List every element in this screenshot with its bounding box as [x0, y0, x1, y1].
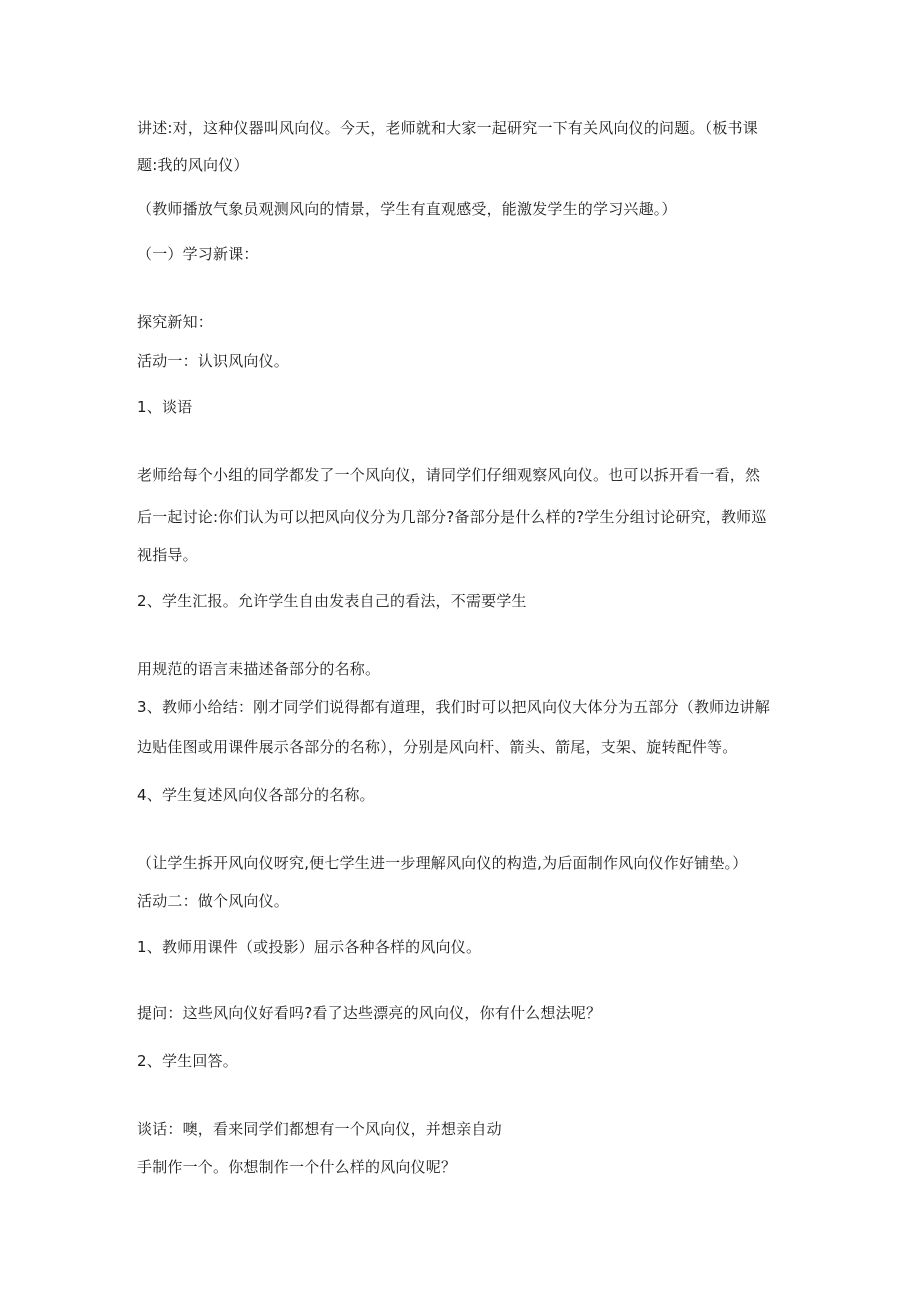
text-line-8: 老师给每个小组的同学都发了一个风向仪，请同学们仔细观察风向仪。也可以拆开看一看，然 [137, 466, 761, 484]
text-line-21: 谈话：噢，看来同学们都想有一个风向仪，并想亲自动 [137, 1120, 502, 1138]
text-line-1: 讲述:对，这种仪器叫风向仪。今天，老师就和大家一起研究一下有关风向仪的问题。（板书课 [137, 119, 758, 137]
text-line-9: 后一起讨论:你们认为可以把风向仪分为几部分?备部分是什么样的?学生分组讨论研究，教师巡 [137, 508, 767, 526]
text-line-3: （教师播放气象员观测风向的情景，学生有直观感受，能激发学生的学习兴趣。） [137, 200, 677, 218]
text-line-explore: 探究新知： [137, 313, 214, 331]
activity-one-heading: 活动一：认识风向仪。 [137, 352, 290, 370]
text-line-10: 视指导。 [137, 546, 198, 564]
text-line-22: 手制作一个。你想制作一个什么样的风向仪呢？ [137, 1158, 457, 1176]
activity-two-heading: 活动二：做个风向仪。 [137, 892, 290, 910]
step-3-summary: 3、教师小给结：刚才同学们说得都有道理，我们时可以把风向仪大体分为五部分（教师边讲解 [137, 698, 770, 716]
text-line-2: 题:我的风向仪） [137, 156, 249, 174]
question-line: 提问：这些风向仪好看吗?看了达些漂亮的风向仪，你有什么想法呢？ [137, 1004, 602, 1022]
step-2-answer: 2、学生回答。 [137, 1052, 238, 1070]
step-1-talk: 1、谈语 [137, 398, 193, 416]
step-1-show: 1、教师用课件（或投影）屈示各种各样的风向仪。 [137, 938, 482, 956]
section-heading-learn-new: （一）学习新课： [137, 245, 259, 263]
text-line-16: （让学生拆开风向仪呀究,便七学生进一步理解风向仪的构造,为后面制作风向仪作好铺垫。） [137, 854, 748, 872]
step-2-report: 2、学生汇报。允许学生自由发表自己的看法，不需要学生 [137, 592, 527, 610]
text-line-12: 用规范的语言耒描述备部分的名称。 [137, 660, 381, 678]
step-4-retell: 4、学生复述风向仪各部分的名称。 [137, 786, 375, 804]
text-line-14: 边贴佳图或用课件展示各部分的名称），分别是风向杆、箭头、箭尾，支架、旋转配件等。 [137, 738, 738, 756]
